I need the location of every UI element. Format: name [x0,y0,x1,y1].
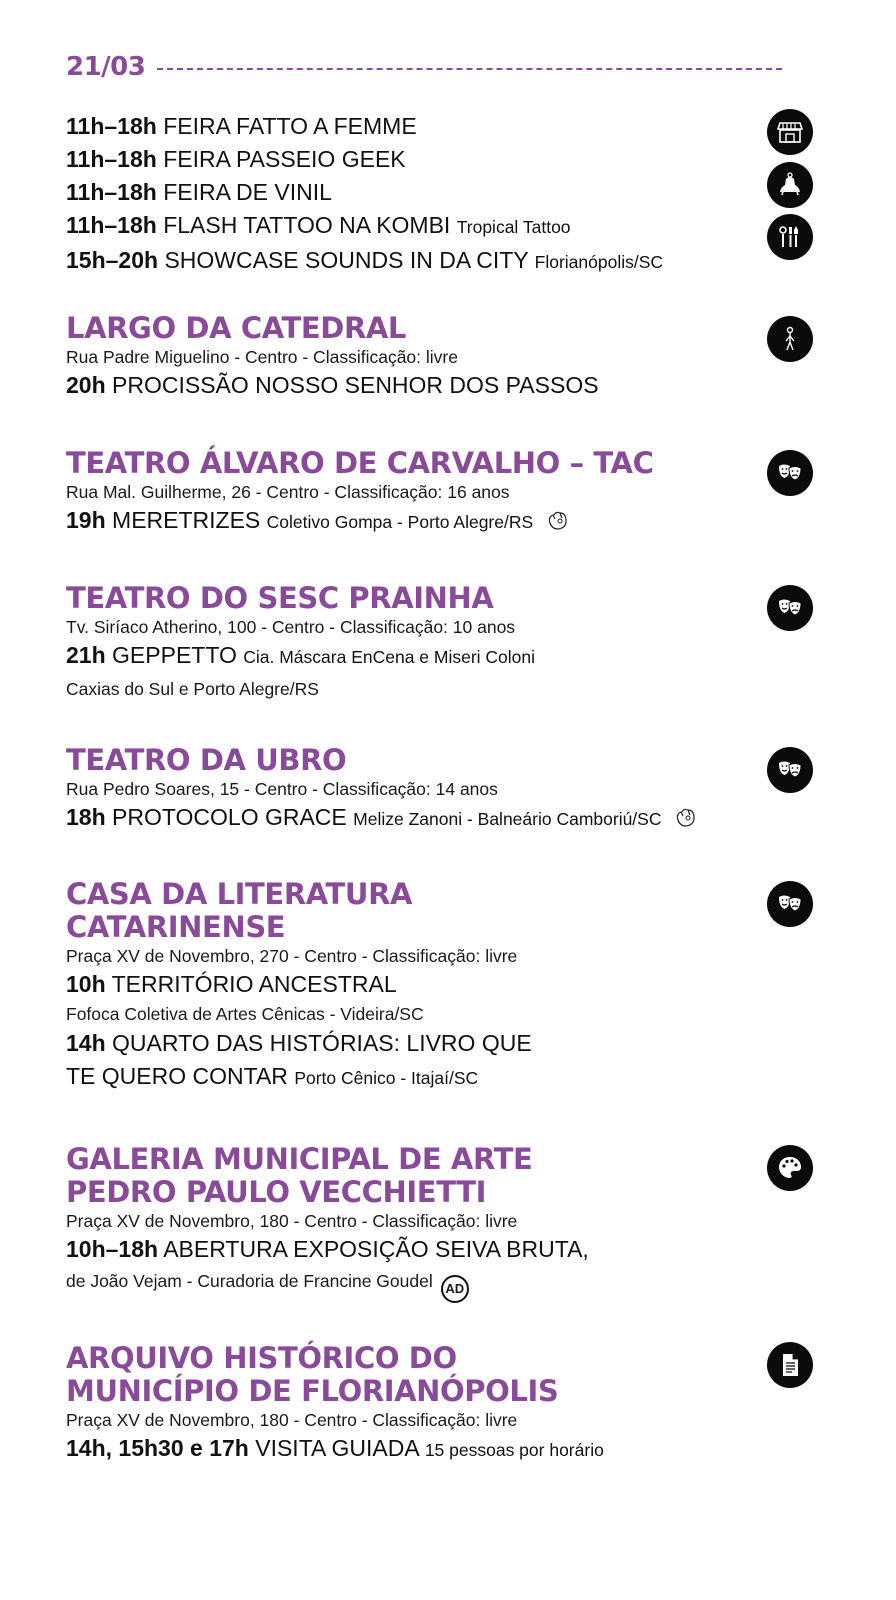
event-time: 14h [66,1030,106,1056]
dashed-divider [157,68,782,70]
libras-icon [546,509,570,531]
venue-name-line2: MUNICÍPIO DE FLORIANÓPOLIS [66,1374,559,1408]
event-title-continued: TE QUERO CONTAR [66,1063,288,1089]
event-time: 18h [66,804,106,830]
event-row [66,209,786,244]
event-time: 10h [66,971,106,997]
art-palette-icon [767,1145,813,1191]
venue-name-line1: CASA DA LITERATURA [66,877,413,911]
event-title: FLASH TATTOO NA KOMBI [163,212,451,238]
event-row [66,369,786,402]
venue-address: Tv. Siríaco Atherino, 100 - Centro - Classificação: 10 anos [66,617,516,637]
event-origin: Caxias do Sul e Porto Alegre/RS [66,679,319,699]
event-time: 11h–18h [66,212,157,238]
theater-masks-icon [767,881,813,927]
event-title: QUARTO DAS HISTÓRIAS: LIVRO QUE [112,1030,532,1056]
venue-galeria-municipal [66,1143,786,1303]
event-time: 21h [66,642,106,668]
event-row [66,1027,786,1060]
event-artist: Florianópolis/SC [534,252,664,272]
event-curator: de João Vejam - Curadoria de Francine Goudel [66,1271,433,1291]
audio-description-badge: AD [441,1275,469,1303]
event-time: 11h–18h [66,179,157,205]
theater-masks-icon [767,585,813,631]
event-artist: Porto Cênico - Itajaí/SC [294,1068,479,1088]
venue-arquivo-historico [66,1342,786,1467]
event-title: PROCISSÃO NOSSO SENHOR DOS PASSOS [112,372,599,398]
venue-name: TEATRO DA UBRO [66,743,347,777]
venue-name-line2: PEDRO PAULO VECCHIETTI [66,1175,487,1209]
event-artist: Coletivo Gompa - Porto Alegre/RS [266,512,534,532]
event-row [66,244,786,279]
event-title: FEIRA FATTO A FEMME [163,113,417,139]
event-row [66,176,786,209]
event-artist: Melize Zanoni - Balneário Camboriú/SC [353,809,662,829]
event-row [66,110,786,143]
event-title: SHOWCASE SOUNDS IN DA CITY [164,247,529,273]
event-time: 19h [66,507,106,533]
event-artist: Fofoca Coletiva de Artes Cênicas - Videira/SC [66,1004,424,1024]
date-header [66,52,782,82]
vinyl-record-icon [767,162,813,208]
event-title: MERETRIZES [112,507,261,533]
document-icon [767,1342,813,1388]
venue-name: TEATRO DO SESC PRAINHA [66,581,494,615]
event-row [66,801,786,836]
event-time: 11h–18h [66,146,157,172]
walking-person-icon [767,316,813,362]
event-title: PROTOCOLO GRACE [112,804,347,830]
event-time: 15h–20h [66,247,159,273]
event-title: FEIRA DE VINIL [163,179,332,205]
event-title: FEIRA PASSEIO GEEK [163,146,406,172]
theater-masks-icon [767,450,813,496]
venue-address: Praça XV de Novembro, 180 - Centro - Classificação: livre [66,1211,518,1231]
venue-largo-da-catedral [66,312,786,402]
venue-name: TEATRO ÁLVARO DE CARVALHO – TAC [66,446,654,480]
venue-teatro-alvaro-de-carvalho [66,447,786,539]
top-events-list [66,110,786,279]
tattoo-tools-icon [767,214,813,260]
event-title: TERRITÓRIO ANCESTRAL [111,971,397,997]
event-row [66,1432,786,1467]
theater-masks-icon [767,747,813,793]
venue-address: Praça XV de Novembro, 270 - Centro - Classificação: livre [66,946,518,966]
venue-teatro-da-ubro [66,744,786,836]
date-label: 21/03 [66,52,146,82]
venue-name: LARGO DA CATEDRAL [66,311,407,345]
event-capacity: 15 pessoas por horário [424,1440,604,1460]
event-artist [66,1266,786,1303]
event-time: 11h–18h [66,113,157,139]
venue-address: Rua Pedro Soares, 15 - Centro - Classificação: 14 anos [66,779,498,799]
event-row-continued [66,1060,786,1095]
venue-name-line2: CATARINENSE [66,910,286,944]
venue-address: Rua Mal. Guilherme, 26 - Centro - Classificação: 16 anos [66,482,510,502]
event-row [66,143,786,176]
event-time: 14h, 15h30 e 17h [66,1435,249,1461]
event-artist: Tropical Tattoo [456,217,571,237]
event-time: 20h [66,372,106,398]
libras-icon [674,806,698,828]
venue-name-line1: ARQUIVO HISTÓRICO DO [66,1341,457,1375]
venue-casa-da-literatura [66,878,786,1095]
event-artist: Cia. Máscara EnCena e Miseri Coloni [243,647,536,667]
event-title: ABERTURA EXPOSIÇÃO SEIVA BRUTA, [163,1236,589,1262]
event-row [66,639,786,674]
venue-address: Praça XV de Novembro, 180 - Centro - Classificação: livre [66,1410,518,1430]
event-row [66,968,786,1001]
event-time: 10h–18h [66,1236,159,1262]
event-row [66,1233,786,1266]
venue-teatro-do-sesc-prainha [66,582,786,704]
event-title: GEPPETTO [112,642,237,668]
venue-address: Rua Padre Miguelino - Centro - Classificação: livre [66,347,458,367]
venue-name-line1: GALERIA MUNICIPAL DE ARTE [66,1142,533,1176]
event-title: VISITA GUIADA [255,1435,419,1461]
event-row [66,504,786,539]
storefront-icon [767,109,813,155]
